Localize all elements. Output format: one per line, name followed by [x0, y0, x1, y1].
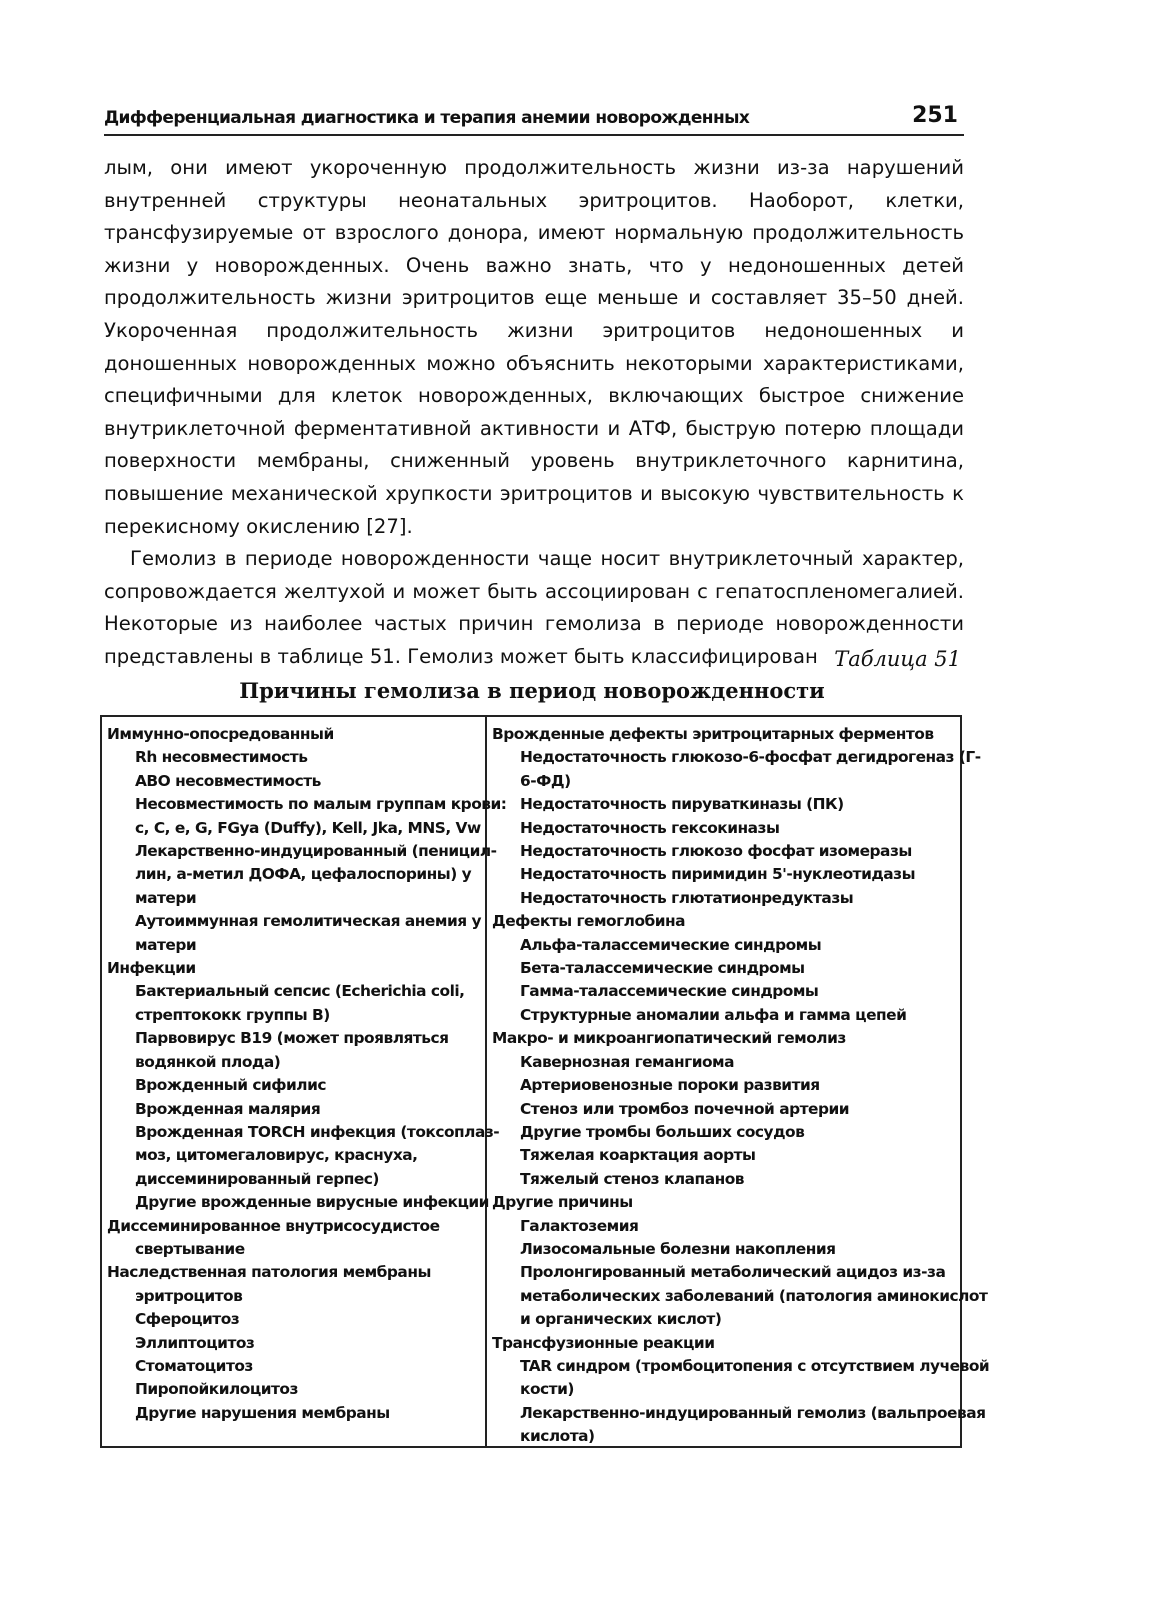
- table-item: Другие нарушения мембраны: [135, 1403, 390, 1422]
- table-category: Макро- и микроангиопатический гемолиз: [492, 1029, 846, 1048]
- table-category: Дефекты гемоглобина: [492, 912, 686, 931]
- table-item: свертывание: [135, 1239, 245, 1258]
- table-item: Лизосомальные болезни накопления: [520, 1239, 836, 1258]
- table-category: Иммунно-опосредованный: [107, 725, 334, 743]
- table-item: Артериовенозные пороки развития: [520, 1076, 820, 1095]
- table-item: матери: [135, 935, 197, 954]
- table-category: Диссеминированное внутрисосудистое: [107, 1216, 440, 1235]
- table-item: Структурные аномалии альфа и гамма цепей: [520, 1005, 907, 1024]
- table-item: Бета-талассемические синдромы: [520, 959, 805, 978]
- table-item: водянкой плода): [135, 1052, 281, 1071]
- table-item: матери: [135, 888, 197, 907]
- table-item: Кавернозная гемангиома: [520, 1052, 735, 1071]
- table-item: и органических кислот): [520, 1310, 722, 1329]
- table-item: Rh несовместимость: [135, 748, 308, 767]
- table-item: Лекарственно-индуцированный гемолиз (вальпроевая: [520, 1403, 986, 1422]
- table-item: Врожденная TORCH инфекция (токсоплаз-: [135, 1122, 500, 1141]
- table-item: Недостаточность пиримидин 5'-нуклеотидазы: [520, 865, 916, 884]
- table-caption: Таблица 51: [834, 647, 961, 671]
- table-item: Другие тромбы больших сосудов: [520, 1122, 805, 1141]
- table-item: кислота): [520, 1427, 595, 1446]
- table-item: Эллиптоцитоз: [135, 1333, 255, 1352]
- table-item: стрептококк группы В): [135, 1005, 330, 1024]
- table-item: Бактериальный сепсис (Echerichia coli,: [135, 982, 465, 1001]
- table-item: моз, цитомегаловирус, краснуха,: [135, 1146, 418, 1165]
- table-category: Врожденные дефекты эритроцитарных ферментов: [492, 725, 934, 743]
- table-item: Недостаточность пируваткиназы (ПК): [520, 795, 844, 814]
- table-item: Пиропойкилоцитоз: [135, 1380, 298, 1399]
- page-header: [104, 94, 964, 136]
- table-item: Сфероцитоз: [135, 1310, 240, 1329]
- table-item: метаболических заболеваний (патология аминокислот: [520, 1286, 988, 1305]
- table-item: кости): [520, 1380, 574, 1399]
- table-item: Тяжелая коарктация аорты: [520, 1146, 756, 1165]
- table-category: Инфекции: [107, 959, 196, 978]
- table-item: Недостаточность глюкозо-6-фосфат дегидрогеназ (Г-: [520, 748, 981, 767]
- table-item: ABO несовместимость: [135, 771, 321, 790]
- table-item: Недостаточность гексокиназы: [520, 818, 780, 837]
- table-item: 6-ФД): [520, 771, 571, 790]
- table-item: Гамма-талассемические синдромы: [520, 982, 819, 1001]
- table-item: Другие врожденные вирусные инфекции: [135, 1193, 489, 1212]
- table-item: c, C, e, G, FGya (Duffy), Kell, Jka, MNS, Vw: [135, 818, 481, 837]
- table-item: эритроцитов: [135, 1286, 243, 1305]
- table-right-column: [492, 723, 990, 1449]
- table-category: Наследственная патология мембраны: [107, 1263, 431, 1282]
- table-item: Недостаточность глюкозо фосфат изомеразы: [520, 842, 912, 861]
- causes-table: [100, 715, 990, 1448]
- table-item: Пролонгированный метаболический ацидоз из-за: [520, 1263, 946, 1282]
- table-item: Врожденная малярия: [135, 1099, 321, 1118]
- column-divider: [485, 717, 487, 1446]
- table-item: Парвовирус В19 (может проявляться: [135, 1029, 449, 1048]
- table-item: Недостаточность глютатионредуктазы: [520, 888, 854, 907]
- table-item: Лекарственно-индуцированный (пеницил-: [135, 842, 497, 861]
- paragraph: лым, они имеют укороченную продолжительность жизни из-за нарушений внутренней структуры неонатальных эритроцитов. Наоборот, клетки, трансфузируемые от взрослого донора, имеют нормальную продолжительность жизни у новорожденных. Очень важно знать, что у недоношенных детей продолжительность жизни эритроцитов еще меньше и составляет 35–50 дней. Укороченная продолжительность жизни эритроцитов недоношенных и доношенных новорожденных можно объяснить некоторыми характеристиками, специфичными для клеток новорожденных, включающих быстрое снижение внутриклеточной ферментативной активности и АТФ, быструю потерю площади поверхности мембраны, сниженный уровень внутриклеточного карнитина, повышение механической хрупкости эритроцитов и высокую чувствительность к перекисному окислению [27].: [104, 156, 964, 538]
- running-title: Дифференциальная диагностика и терапия анемии новорожденных: [104, 108, 750, 128]
- table-item: Стеноз или тромбоз почечной артерии: [520, 1099, 850, 1118]
- table-item: TAR синдром (тромбоцитопения с отсутствием лучевой: [520, 1356, 990, 1375]
- table-item: Альфа-талассемические синдромы: [520, 935, 822, 954]
- table-left-column: [107, 723, 507, 1425]
- table-item: Врожденный сифилис: [135, 1076, 326, 1095]
- paragraph: Гемолиз в периоде новорожденности чаще носит внутриклеточный характер, сопровождается желтухой и может быть ассоциирован с гепатоспленомегалией. Некоторые из наиболее частых причин гемолиза в периоде новорожденности представлены в таблице 51. Гемолиз может быть классифицирован: [104, 547, 964, 668]
- table-item: Тяжелый стеноз клапанов: [520, 1169, 745, 1188]
- table-title: Причины гемолиза в период новорожденности: [239, 678, 825, 703]
- table-item: Аутоиммунная гемолитическая анемия у: [135, 912, 481, 931]
- table-category: Другие причины: [492, 1193, 633, 1212]
- table-item: лин, а-метил ДОФА, цефалоспорины) у: [135, 865, 472, 884]
- table-item: Галактоземия: [520, 1216, 639, 1235]
- table-item: Стоматоцитоз: [135, 1356, 253, 1375]
- page-number: 251: [912, 103, 958, 128]
- table-item: диссеминированный герпес): [135, 1169, 379, 1188]
- body-text: [104, 152, 964, 674]
- table-item: Несовместимость по малым группам крови:: [135, 795, 507, 814]
- table-category: Трансфузионные реакции: [492, 1333, 715, 1352]
